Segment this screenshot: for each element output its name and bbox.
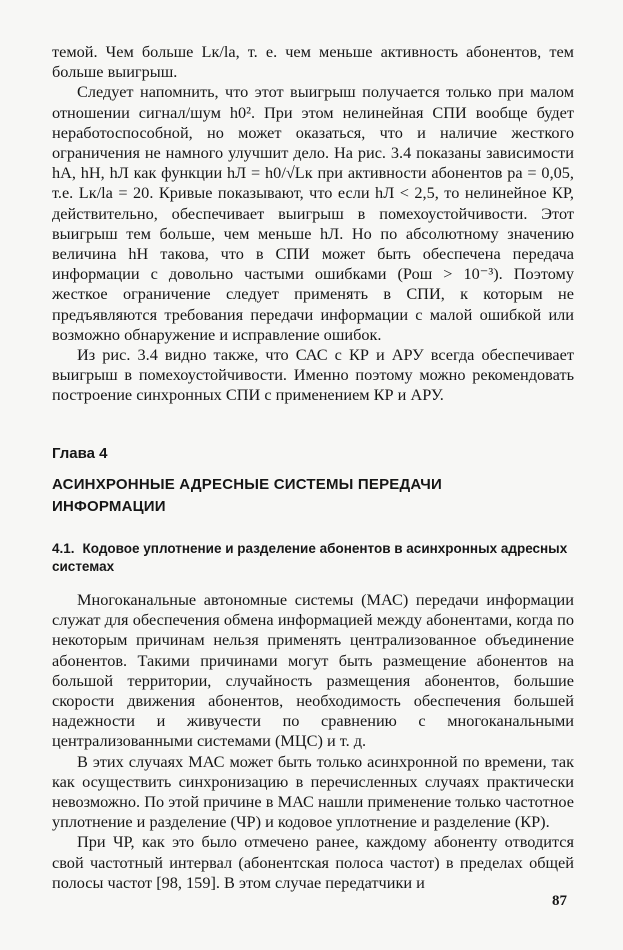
chapter-label: Глава 4 <box>52 445 108 462</box>
chapter-title: АСИНХРОННЫЕ АДРЕСНЫЕ СИСТЕМЫ ПЕРЕДАЧИ ИНФОРМАЦИИ <box>52 476 442 515</box>
paragraph-asynchronous: В этих случаях МАС может быть только асинхронной по времени, так как осуществить синхронизацию в перечисленных случаях практически невозможно. По этой причине в МАС нашли применение только частотное уплотнение и разделение (ЧР) и кодовое уплотнение и разделение (КР). <box>52 751 574 832</box>
section-title: Кодовое уплотнение и разделение абонентов в асинхронных адресных системах <box>52 541 568 574</box>
page-number: 87 <box>552 893 567 909</box>
top-text-block <box>52 42 574 406</box>
section-heading <box>52 540 572 576</box>
paragraph-mas-intro: Многоканальные автономные системы (МАС) передачи информации служат для обеспечения обмена информацией между абонентами, когда по некоторым причинам нельзя применять централизованное объединение абонентов. Такими причинами могут быть размещение абонентов на большой территории, случайность размещения абонентов, большие скорости движения абонентов, необходимость обеспечения большей надежности и живучести по сравнению с многоканальными централизованными системами (МЦС) и т. д. <box>52 590 574 751</box>
paragraph-continuation: темой. Чем больше Lк/lа, т. е. чем меньше активность абонентов, тем больше выигрыш. <box>52 42 574 82</box>
section-number: 4.1. <box>52 541 75 556</box>
paragraph-frequency-division: При ЧР, как это было отмечено ранее, каждому абоненту отводится свой частотный интервал (абонентская полоса частот) в пределах общей полосы частот [98, 159]. В этом случае передатчики и <box>52 832 574 892</box>
paragraph-gain-note: Следует напомнить, что этот выигрыш получается только при малом отношении сигнал/шум h0². При этом нелинейная СПИ вообще будет неработоспособной, но может оказаться, что и наличие жесткого ограничения не намного улучшит дело. На рис. 3.4 показаны зависимости hА, hН, hЛ как функции hЛ = h0/√Lк при активности абонентов pа = 0,05, т.е. Lк/lа = 20. Кривые показывают, что если hЛ < 2,5, то нелинейное КР, действительно, обеспечивает выигрыш в помехоустойчивости. Этот выигрыш тем больше, чем меньше hЛ. Но по абсолютному значению величина hН такова, что в СПИ может быть обеспечена передача информации с довольно частыми ошибками (Рош > 10⁻³). Поэтому жесткое ограничение следует применять в СПИ, к которым не предъявляются требования передачи информации с малой ошибкой или возможно обнаружение и исправление ошибок. <box>52 82 574 344</box>
paragraph-fig-conclusion: Из рис. 3.4 видно также, что САС с КР и АРУ всегда обеспечивает выигрыш в помехоустойчивости. Именно поэтому можно рекомендовать построение синхронных СПИ с применением КР и АРУ. <box>52 345 574 405</box>
section-text-block <box>52 590 574 893</box>
